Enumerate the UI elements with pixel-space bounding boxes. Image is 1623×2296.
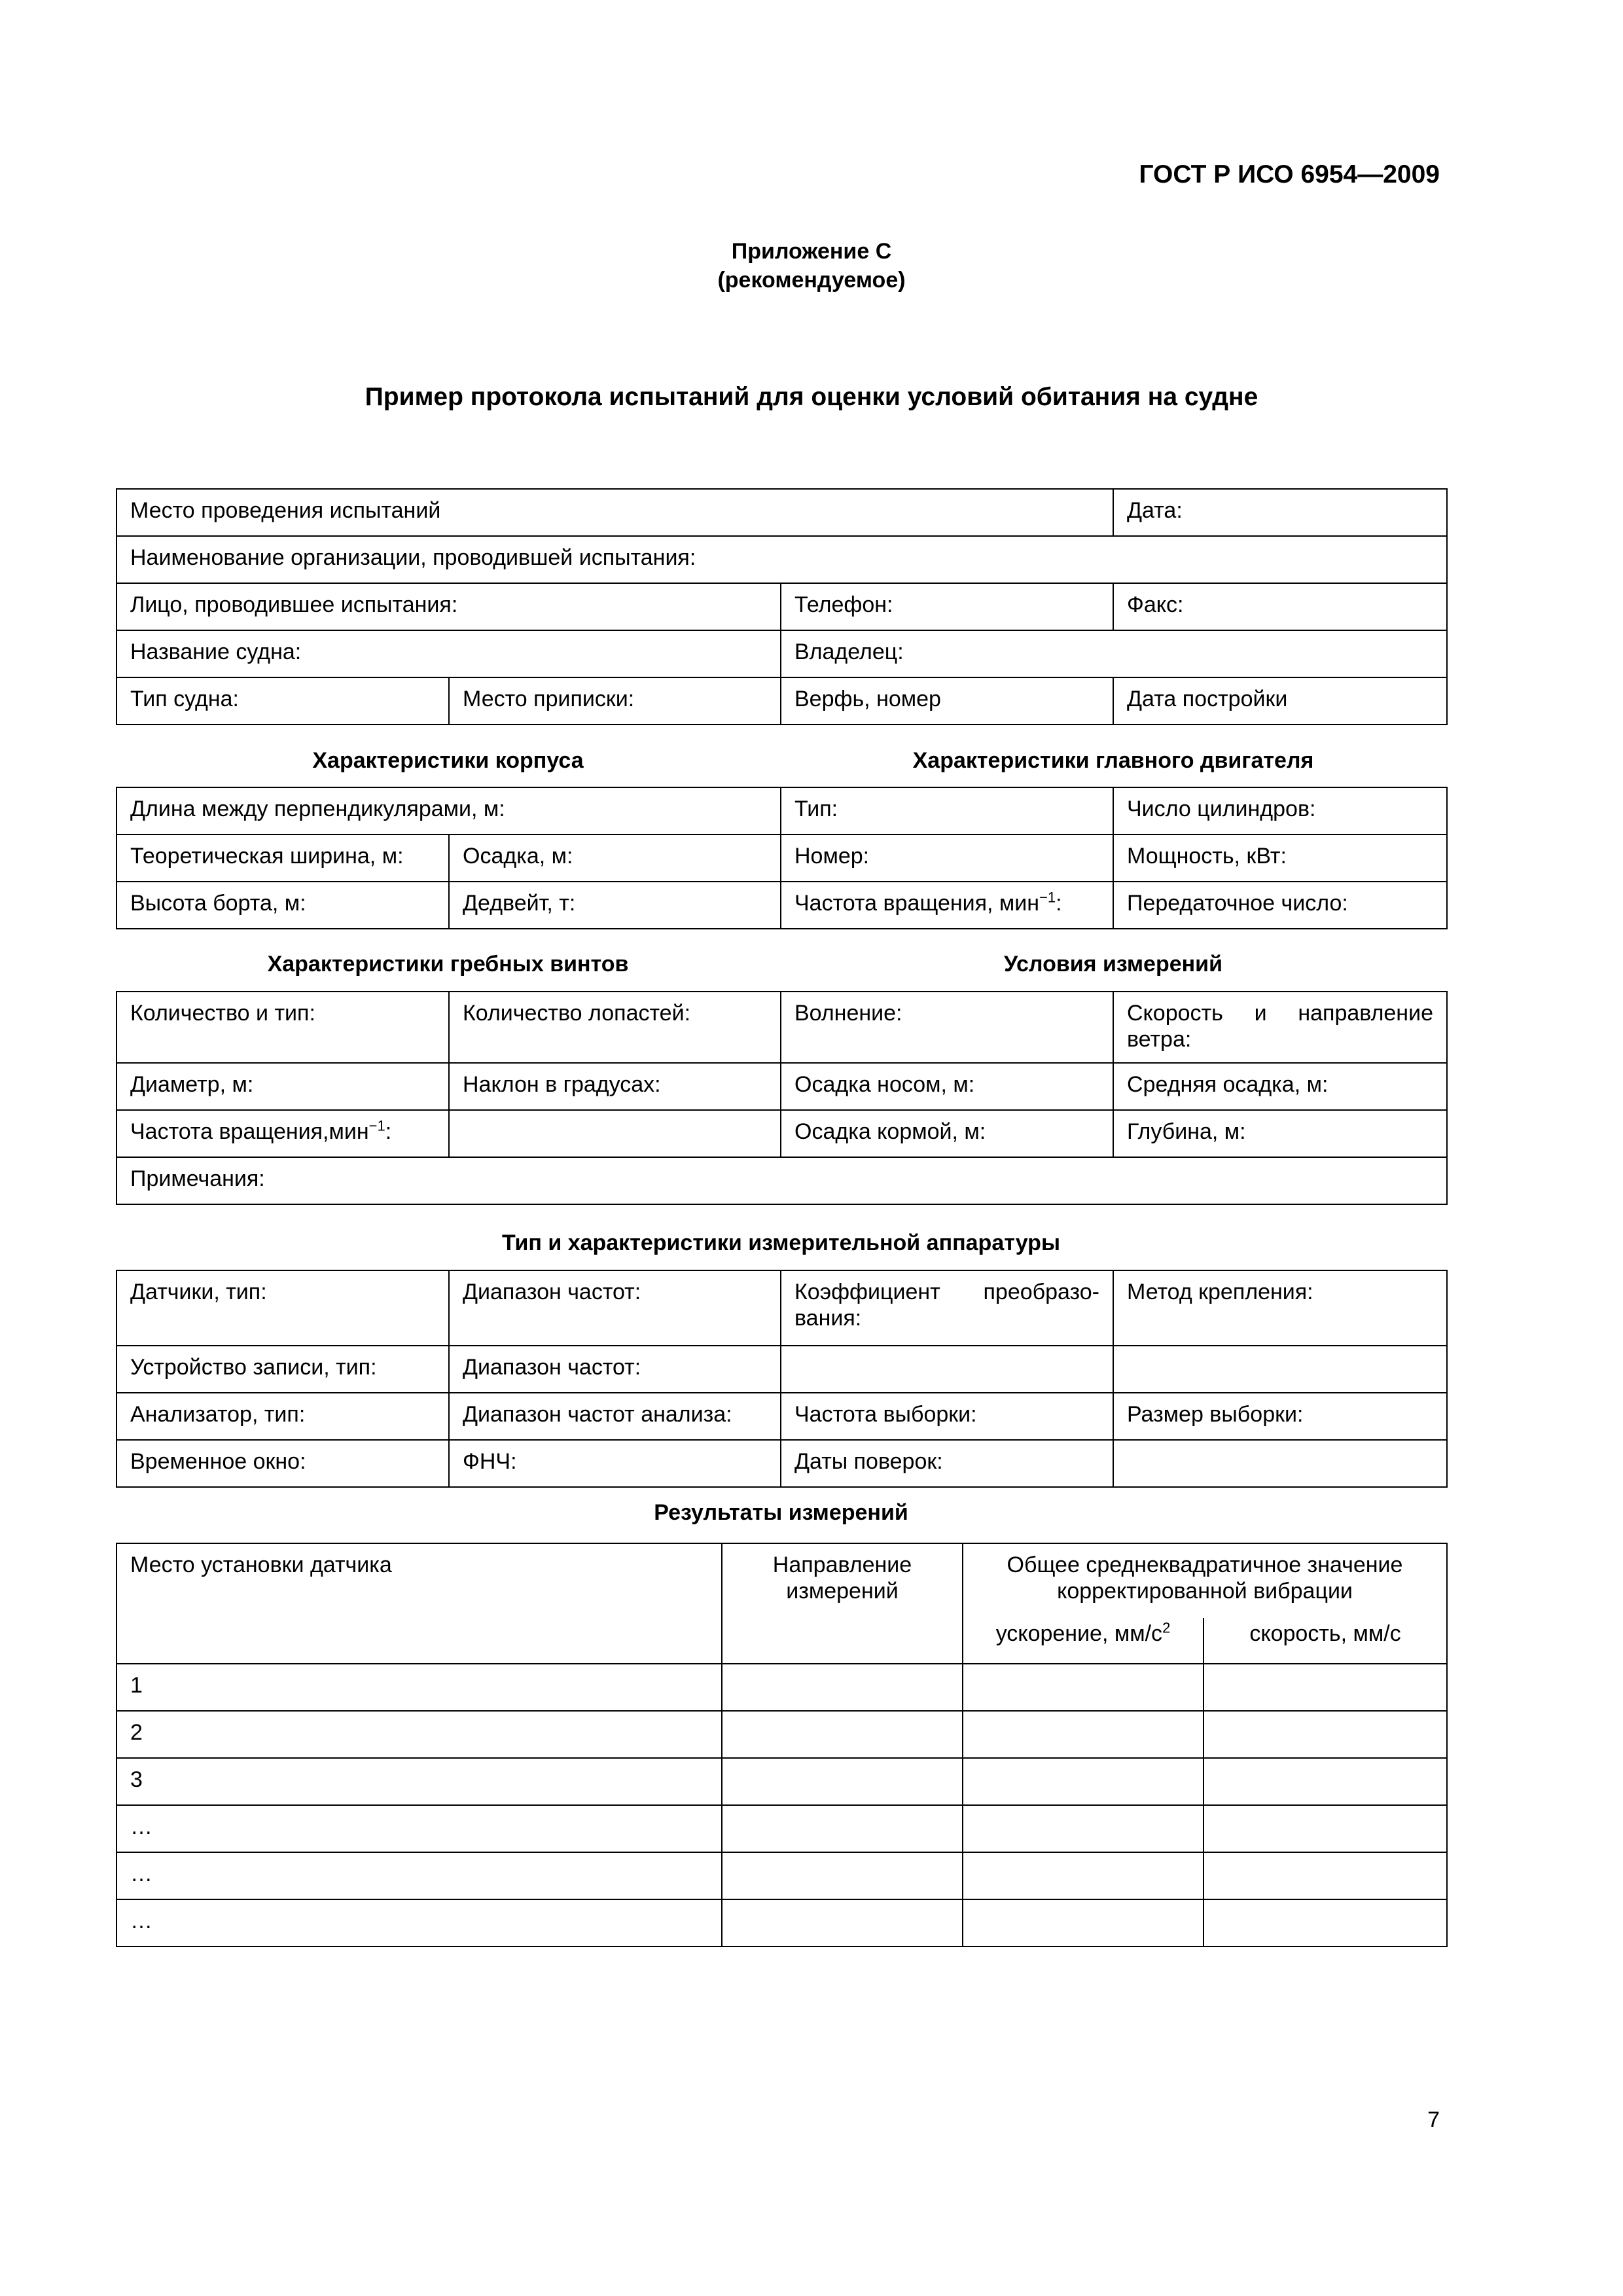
result-row-label: 1 (116, 1664, 722, 1711)
tester-cell: Лицо, проводившее испытания: (116, 583, 781, 630)
result-cell (722, 1899, 963, 1946)
length-pp-cell: Длина между перпендикулярами, м: (116, 787, 781, 834)
annex-status: (рекомендуемое) (717, 268, 906, 293)
sample-size-cell: Размер выборки: (1113, 1393, 1447, 1440)
result-cell (1204, 1899, 1447, 1946)
coefficient-text: Коэффициент преобразо-вания: (794, 1280, 1099, 1331)
result-row-label: 3 (116, 1758, 722, 1805)
result-cell (1204, 1805, 1447, 1852)
date-cell: Дата: (1113, 489, 1447, 536)
propeller-speed-cell (116, 1110, 449, 1157)
result-cell (963, 1852, 1204, 1899)
organization-cell: Наименование организации, проводившей испытания: (116, 536, 1447, 583)
notes-cell: Примечания: (116, 1157, 1447, 1204)
recorder-cell: Устройство записи, тип: (116, 1346, 449, 1393)
time-window-cell: Временное окно: (116, 1440, 449, 1487)
cylinders-cell: Число цилиндров: (1113, 787, 1447, 834)
result-cell (963, 1805, 1204, 1852)
direction-header: Направление измерений (722, 1543, 963, 1664)
result-cell (963, 1758, 1204, 1805)
gear-ratio-cell: Передаточное число: (1113, 882, 1447, 929)
propeller-speed-text: Частота вращения,мин (130, 1119, 369, 1144)
ship-type-cell: Тип судна: (116, 677, 449, 725)
engine-number-cell: Номер: (781, 834, 1113, 882)
freq-range2-cell: Диапазон частот: (449, 1346, 781, 1393)
result-row-label: … (116, 1899, 722, 1946)
propeller-count-cell: Количество и тип: (116, 992, 449, 1063)
blades-cell: Количество лопастей: (449, 992, 781, 1063)
hull-engine-table (116, 787, 1448, 929)
phone-cell: Телефон: (781, 583, 1113, 630)
instruments-table (116, 1270, 1448, 1488)
deadweight-cell: Дедвейт, т: (449, 882, 781, 929)
propellers-heading: Характеристики гребных винтов (267, 952, 629, 977)
owner-cell: Владелец: (781, 630, 1447, 677)
sample-rate-cell: Частота выборки: (781, 1393, 1113, 1440)
draught-aft-cell: Осадка кормой, м: (781, 1110, 1113, 1157)
build-date-cell: Дата постройки (1113, 677, 1447, 725)
fax-cell: Факс: (1113, 583, 1447, 630)
shipyard-cell: Верфь, номер (781, 677, 1113, 725)
diameter-cell: Диаметр, м: (116, 1063, 449, 1110)
velocity-header: скорость, мм/с (1204, 1618, 1447, 1664)
mean-draught-cell: Средняя осадка, м: (1113, 1063, 1447, 1110)
result-row-label: … (116, 1852, 722, 1899)
acceleration-header (963, 1618, 1204, 1664)
result-cell (722, 1805, 963, 1852)
test-location-cell: Место проведения испытаний (116, 489, 1113, 536)
result-cell (722, 1852, 963, 1899)
coefficient-cell (781, 1270, 1113, 1346)
pitch-cell: Наклон в градусах: (449, 1063, 781, 1110)
mounting-cell: Метод крепления: (1113, 1270, 1447, 1346)
annex-title: Приложение С (731, 239, 892, 264)
results-heading: Результаты измерений (654, 1500, 908, 1525)
empty-cell (781, 1346, 1113, 1393)
result-cell (1204, 1758, 1447, 1805)
lpf-cell: ФНЧ: (449, 1440, 781, 1487)
engine-heading: Характеристики главного двигателя (912, 748, 1314, 773)
result-row-label: … (116, 1805, 722, 1852)
result-cell (722, 1758, 963, 1805)
hull-heading: Характеристики корпуса (312, 748, 584, 773)
analyzer-cell: Анализатор, тип: (116, 1393, 449, 1440)
document-title: Пример протокола испытаний для оценки условий обитания на судне (365, 383, 1258, 411)
result-cell (722, 1664, 963, 1711)
engine-type-cell: Тип: (781, 787, 1113, 834)
wind-text: Скорость и направление ветра: (1127, 1001, 1433, 1052)
depth-cell: Высота борта, м: (116, 882, 449, 929)
water-depth-cell: Глубина, м: (1113, 1110, 1447, 1157)
calibration-cell: Даты поверок: (781, 1440, 1113, 1487)
propellers-conditions-table (116, 991, 1448, 1205)
breadth-cell: Теоретическая ширина, м: (116, 834, 449, 882)
analysis-range-cell: Диапазон частот анализа: (449, 1393, 781, 1440)
empty-cell (449, 1110, 781, 1157)
acceleration-exponent: 2 (1162, 1619, 1171, 1636)
results-table (116, 1543, 1448, 1947)
sensor-location-header: Место установки датчика (116, 1543, 722, 1664)
result-cell (1204, 1664, 1447, 1711)
instruments-heading: Тип и характеристики измерительной аппаратуры (501, 1230, 1060, 1255)
draught-cell: Осадка, м: (449, 834, 781, 882)
empty-cell (1113, 1440, 1447, 1487)
page-number: 7 (1427, 2108, 1440, 2132)
result-row-label: 2 (116, 1711, 722, 1758)
result-cell (963, 1899, 1204, 1946)
sensors-cell: Датчики, тип: (116, 1270, 449, 1346)
draught-fore-cell: Осадка носом, м: (781, 1063, 1113, 1110)
ship-name-cell: Название судна: (116, 630, 781, 677)
freq-range-cell: Диапазон частот: (449, 1270, 781, 1346)
result-cell (722, 1711, 963, 1758)
general-info-table (116, 488, 1448, 725)
propeller-speed-exponent: −1 (368, 1117, 385, 1134)
engine-speed-colon: : (1056, 891, 1062, 916)
engine-speed-exponent: −1 (1039, 889, 1056, 906)
result-cell (963, 1711, 1204, 1758)
wind-cell (1113, 992, 1447, 1063)
result-cell (1204, 1711, 1447, 1758)
engine-speed-cell (781, 882, 1113, 929)
port-registry-cell: Место приписки: (449, 677, 781, 725)
overall-value-header: Общее среднеквадратичное значение корректированной вибрации (963, 1543, 1447, 1618)
annex-heading (0, 237, 1623, 295)
engine-speed-text: Частота вращения, мин (794, 891, 1040, 916)
empty-cell (1113, 1346, 1447, 1393)
acceleration-text: ускорение, мм/с (995, 1621, 1163, 1646)
power-cell: Мощность, кВт: (1113, 834, 1447, 882)
propeller-speed-colon: : (385, 1119, 392, 1144)
standard-number: ГОСТ Р ИСО 6954—2009 (1139, 160, 1440, 188)
result-cell (1204, 1852, 1447, 1899)
sea-state-cell: Волнение: (781, 992, 1113, 1063)
result-cell (963, 1664, 1204, 1711)
conditions-heading: Условия измерений (1004, 952, 1222, 977)
